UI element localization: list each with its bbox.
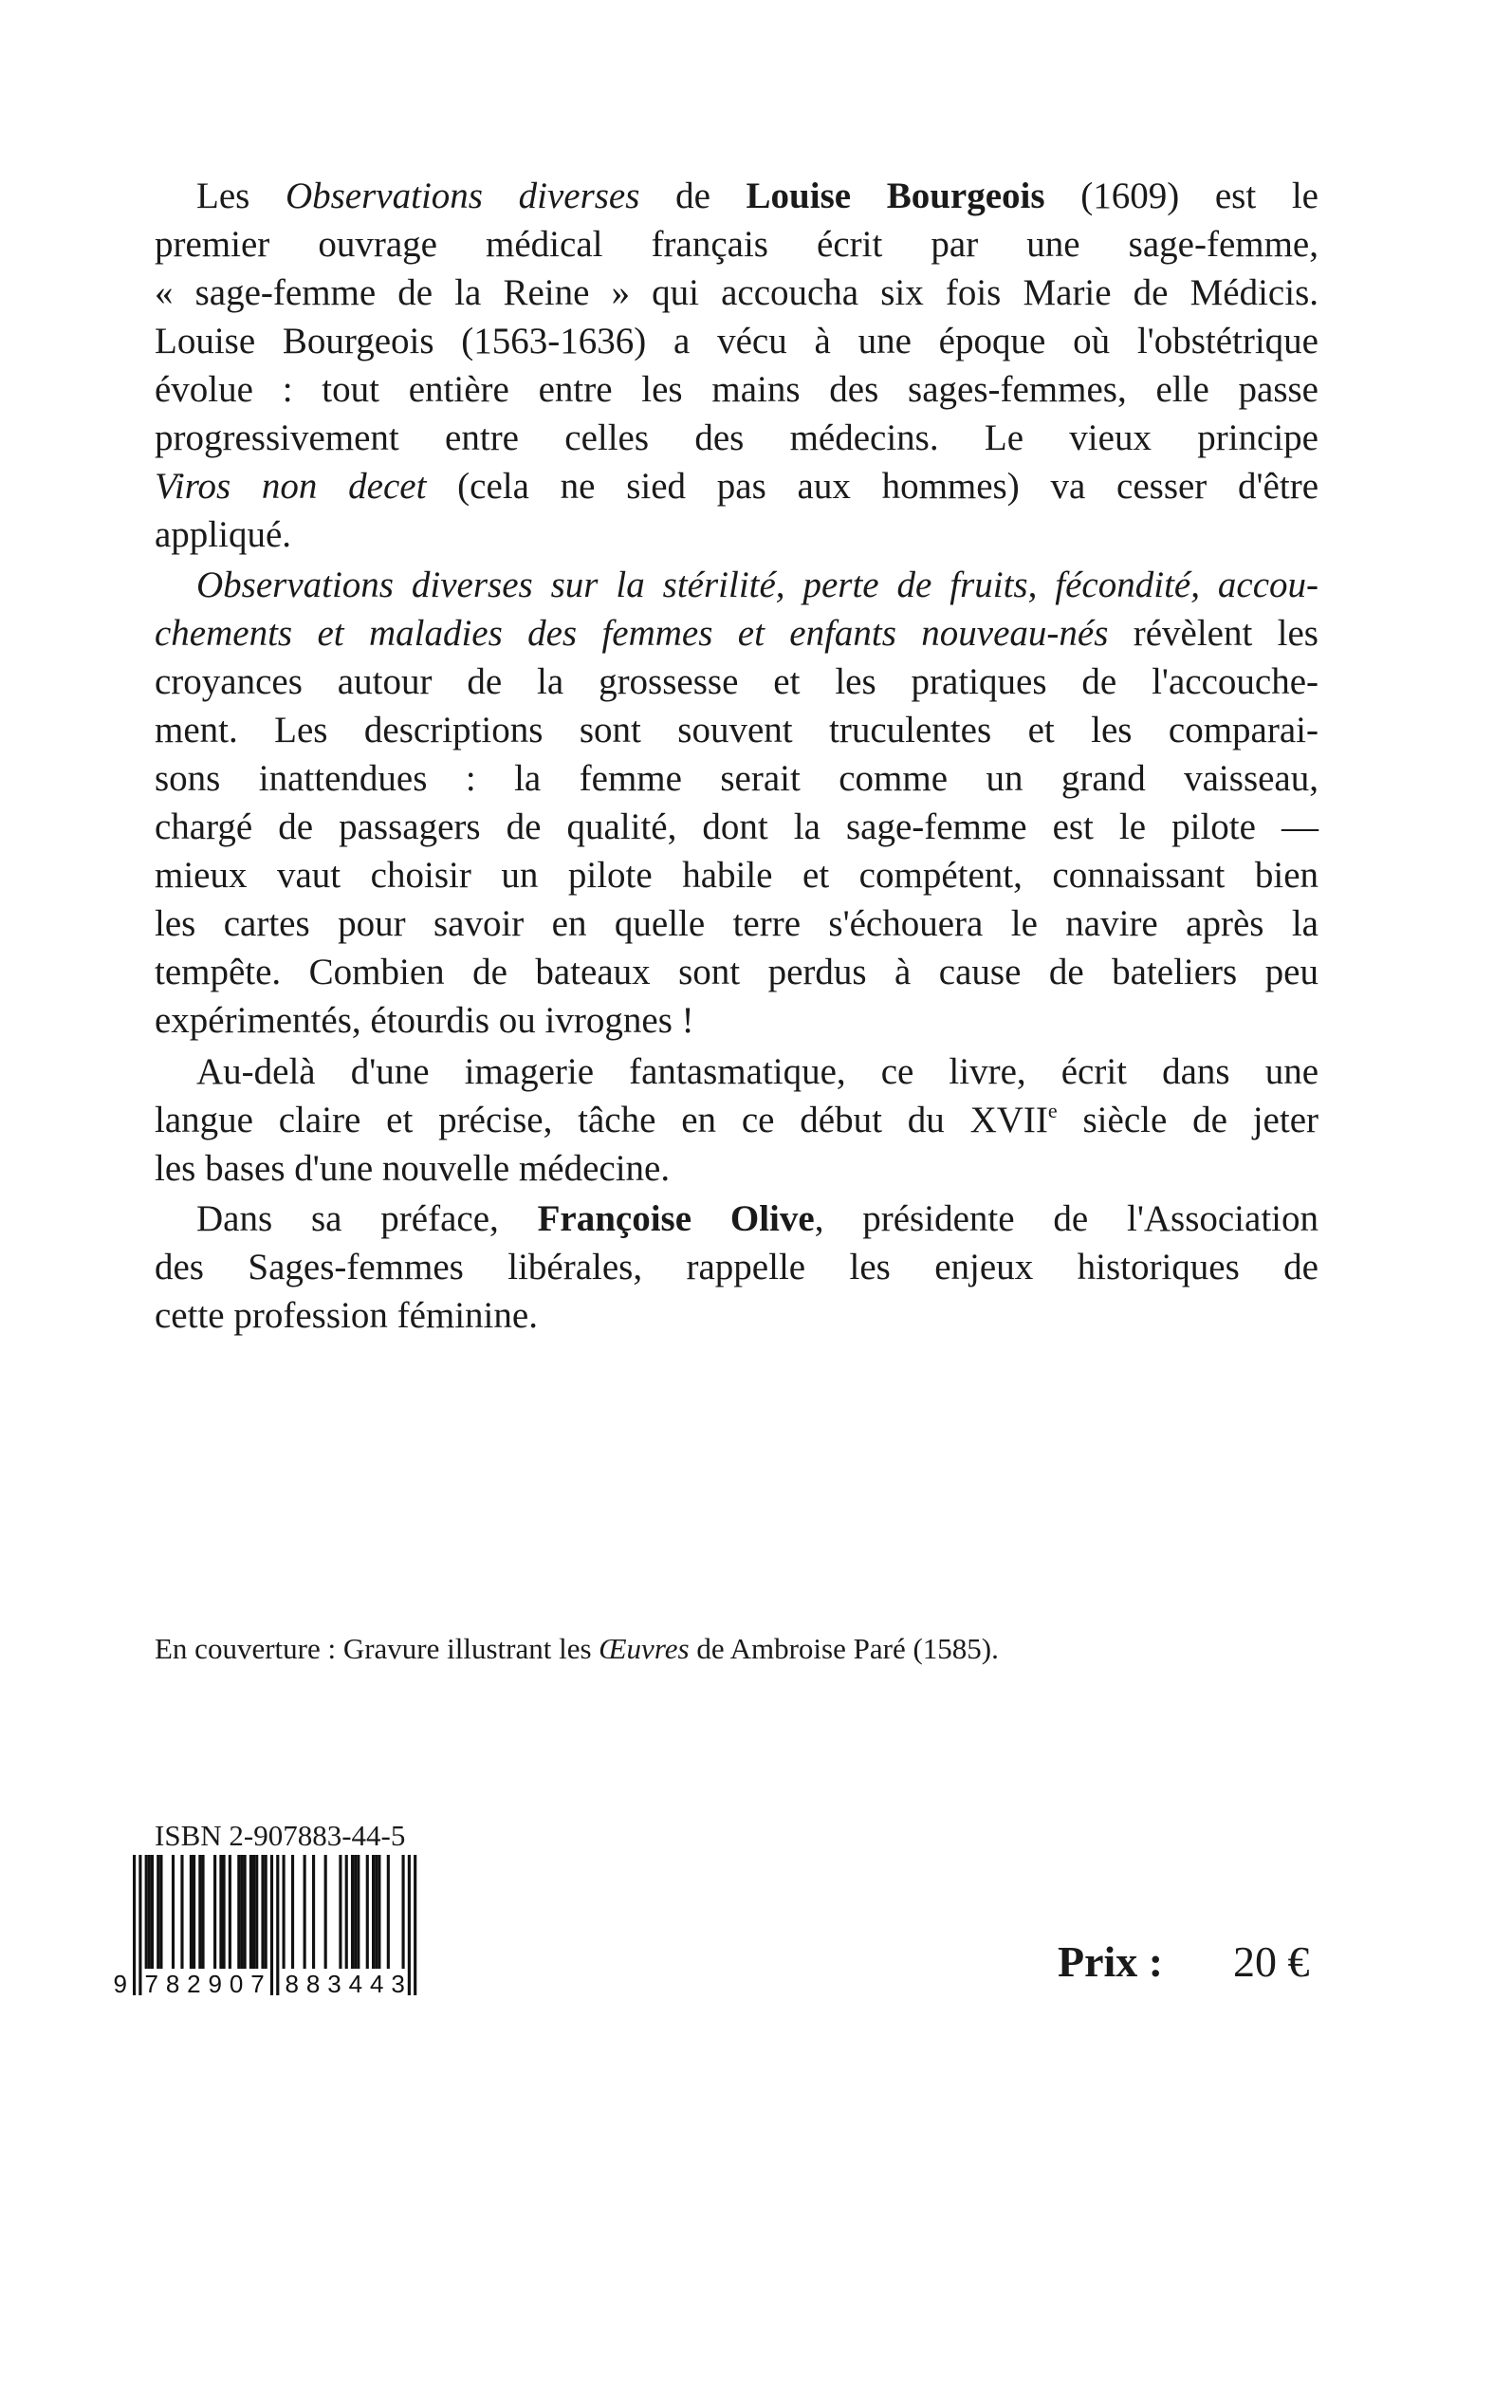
barcode-bar: [324, 1855, 327, 1969]
text-segment: (cela ne sied pas aux hommes) va cesser d'être: [426, 466, 1319, 507]
barcode-digits: 9: [113, 1970, 127, 1997]
barcode-bar: [148, 1855, 151, 1969]
barcode-bar: [372, 1855, 375, 1969]
text-line: [155, 949, 1318, 996]
text-line: [155, 463, 1318, 510]
text-segment: révèlent les: [1108, 613, 1318, 654]
text-line: [155, 658, 1318, 706]
barcode-bar: [276, 1855, 279, 1995]
barcode-bar: [270, 1855, 273, 1995]
barcode-bar: [172, 1855, 175, 1969]
bold-text: Françoise Olive: [537, 1198, 815, 1239]
text-segment: expérimentés, étourdis ou ivrognes !: [155, 1000, 694, 1041]
price-value: 20 €: [1233, 1937, 1310, 1986]
barcode-bar: [312, 1855, 315, 1969]
barcode-bar: [304, 1855, 306, 1969]
text-line: [155, 997, 1318, 1045]
barcode-bar: [252, 1855, 255, 1969]
barcode-bar: [366, 1855, 369, 1969]
text-segment: cette profession féminine.: [155, 1295, 538, 1336]
text-segment: ment. Les descriptions sont souvent truculentes et les comparai-: [155, 710, 1318, 750]
text-segment: « sage-femme de la Reine » qui accoucha six fois Marie de Médicis.: [155, 272, 1318, 313]
barcode-bar: [339, 1855, 341, 1969]
text-segment: Les: [196, 176, 286, 216]
barcode-bar: [229, 1855, 231, 1969]
text-segment: (1609) est le: [1044, 176, 1318, 216]
barcode-bar: [240, 1855, 243, 1969]
barcode-bar: [157, 1855, 159, 1969]
barcode-bar: [255, 1855, 258, 1969]
barcode-bar: [237, 1855, 240, 1969]
text-segment: , présidente de l'Association: [814, 1198, 1318, 1239]
text-line: [155, 852, 1318, 899]
barcode-bar: [138, 1855, 141, 1995]
barcode-bar: [180, 1855, 183, 1969]
barcode-bar: [223, 1855, 226, 1969]
barcode-bar: [283, 1855, 286, 1969]
text-segment: des Sages-femmes libérales, rappelle les enjeux historiques de: [155, 1247, 1318, 1287]
barcode-bar: [213, 1855, 216, 1969]
text-line: [155, 1244, 1318, 1291]
text-segment: Au-delà d'une imagerie fantasmatique, ce livre, écrit dans une: [196, 1051, 1318, 1092]
italic-text: chements et maladies des femmes et enfants nouveau-nés: [155, 613, 1109, 654]
caption-text: En couverture : Gravure illustrant les: [155, 1632, 599, 1665]
barcode-bar: [291, 1855, 294, 1969]
barcode-bar: [414, 1855, 416, 1995]
barcode-bar: [193, 1855, 195, 1969]
italic-text: Observations diverses: [285, 176, 640, 216]
barcode-bar: [357, 1855, 360, 1969]
cover-caption: [155, 1630, 999, 1668]
isbn: ISBN 2-907883-44-5: [155, 1819, 406, 1852]
text-segment: progressivement entre celles des médecins. Le vieux principe: [155, 417, 1318, 458]
caption-text-end: de Ambroise Paré (1585).: [689, 1632, 999, 1665]
text-line: [155, 707, 1318, 754]
barcode-bar: [265, 1855, 267, 1969]
italic-text: Observations diverses sur la stérilité, perte de fruits, fécondité, accou-: [196, 565, 1318, 605]
italic-text: Viros non decet: [155, 466, 427, 507]
barcode: [104, 1855, 446, 1997]
barcode-bar: [378, 1855, 380, 1969]
text-segment: Dans sa préface,: [196, 1198, 538, 1239]
text-segment: sons inattendues : la femme serait comme un grand vaisseau,: [155, 758, 1318, 799]
text-line: [155, 1292, 1318, 1340]
text-segment: les bases d'une nouvelle médecine.: [155, 1148, 671, 1189]
barcode-bar: [387, 1855, 390, 1969]
barcode-bar: [351, 1855, 354, 1969]
text-line: [155, 221, 1318, 269]
barcode-bar: [375, 1855, 378, 1969]
text-segment: premier ouvrage médical français écrit par une sage-femme,: [155, 224, 1318, 265]
text-line: [196, 173, 1318, 220]
barcode-bar: [145, 1855, 148, 1969]
barcode-bar: [219, 1855, 222, 1969]
superscript-text: e: [1047, 1099, 1058, 1122]
text-line: [155, 1145, 1318, 1193]
text-segment: croyances autour de la grossesse et les pratiques de l'accouche-: [155, 661, 1318, 702]
text-line: [196, 1048, 1318, 1096]
barcode-digits: 883443: [285, 1970, 405, 1997]
text-line: [196, 562, 1318, 609]
barcode-bar: [354, 1855, 357, 1969]
bold-text: Louise Bourgeois: [746, 176, 1045, 216]
barcode-bar: [198, 1855, 201, 1969]
text-line: [155, 900, 1318, 948]
text-line: [155, 610, 1318, 658]
barcode-bar: [190, 1855, 193, 1969]
text-line: [155, 318, 1318, 365]
text-line: [155, 511, 1318, 559]
text-segment: appliqué.: [155, 514, 292, 555]
barcode-bar: [133, 1855, 136, 1995]
text-segment: Louise Bourgeois (1563-1636) a vécu à une époque où l'obstétrique: [155, 321, 1318, 361]
barcode-bar: [402, 1855, 405, 1969]
text-segment: les cartes pour savoir en quelle terre s'échouera le navire après la: [155, 903, 1318, 944]
barcode-bar: [249, 1855, 252, 1969]
text-segment: évolue : tout entière entre les mains des sages-femmes, elle passe: [155, 369, 1318, 410]
text-line: [155, 804, 1318, 851]
barcode-bar: [244, 1855, 247, 1969]
text-line: [155, 755, 1318, 803]
barcode-bar: [408, 1855, 411, 1995]
text-segment: langue claire et précise, tâche en ce début du XVII: [155, 1100, 1048, 1140]
text-segment: mieux vaut choisir un pilote habile et compétent, connaissant bien: [155, 855, 1318, 896]
price-label: Prix :: [1058, 1937, 1164, 1986]
barcode-bar: [261, 1855, 264, 1969]
text-line: [155, 415, 1318, 462]
text-segment: de: [639, 176, 747, 216]
text-segment: tempête. Combien de bateaux sont perdus à cause de bateliers peu: [155, 952, 1318, 992]
text-segment: siècle de jeter: [1057, 1100, 1318, 1140]
barcode-bar: [345, 1855, 348, 1969]
barcode-bar: [201, 1855, 204, 1969]
text-line: [155, 366, 1318, 414]
barcode-bar: [151, 1855, 154, 1969]
text-line: [155, 269, 1318, 317]
caption-title: Œuvres: [599, 1632, 690, 1665]
text-segment: chargé de passagers de qualité, dont la sage-femme est le pilote —: [155, 806, 1318, 847]
text-line: [196, 1195, 1318, 1243]
barcode-bar: [159, 1855, 162, 1969]
barcode-digits: 782907: [144, 1970, 265, 1997]
text-line: [155, 1097, 1318, 1144]
